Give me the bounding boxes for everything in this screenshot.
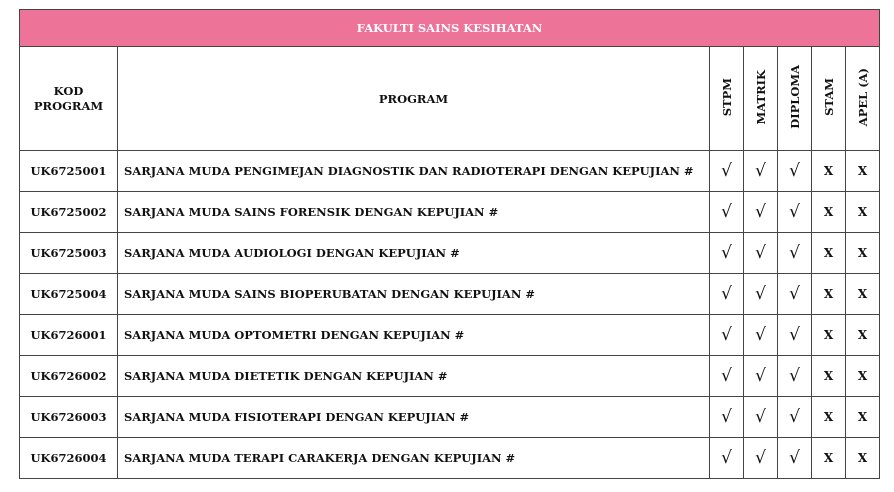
- diploma-cell: [778, 151, 812, 192]
- cross-mark: X: [823, 287, 834, 301]
- stam-cell: [812, 315, 846, 356]
- matrik-cell: [744, 356, 778, 397]
- header-diploma: DIPLOMA: [787, 65, 802, 129]
- program-code: UK6725004: [20, 274, 118, 315]
- check-mark: √: [789, 325, 800, 345]
- check-mark: √: [789, 407, 800, 427]
- program-code: UK6726001: [20, 315, 118, 356]
- matrik-cell: [744, 315, 778, 356]
- program-code: UK6726003: [20, 397, 118, 438]
- stam-cell: [812, 233, 846, 274]
- program-name: SARJANA MUDA TERAPI CARAKERJA DENGAN KEPUJIAN #: [118, 438, 710, 479]
- stpm-cell: [710, 397, 744, 438]
- stpm-cell: [710, 274, 744, 315]
- diploma-cell: [778, 192, 812, 233]
- table-row: [20, 192, 880, 233]
- cross-mark: X: [823, 410, 834, 424]
- diploma-cell: [778, 315, 812, 356]
- stam-cell: [812, 438, 846, 479]
- check-mark: √: [789, 284, 800, 304]
- cross-mark: X: [823, 205, 834, 219]
- check-mark: √: [721, 161, 732, 181]
- cross-mark: X: [857, 164, 868, 178]
- matrik-cell: [744, 274, 778, 315]
- table-row: [20, 356, 880, 397]
- header-stam-cell: [812, 47, 846, 151]
- diploma-cell: [778, 233, 812, 274]
- program-name: SARJANA MUDA SAINS FORENSIK DENGAN KEPUJIAN #: [118, 192, 710, 233]
- header-apel-cell: [846, 47, 880, 151]
- stpm-cell: [710, 151, 744, 192]
- cross-mark: X: [823, 246, 834, 260]
- stam-cell: [812, 192, 846, 233]
- table-row: [20, 233, 880, 274]
- apel-cell: [846, 233, 880, 274]
- check-mark: √: [755, 448, 766, 468]
- check-mark: √: [789, 202, 800, 222]
- cross-mark: X: [823, 328, 834, 342]
- program-code: UK6725002: [20, 192, 118, 233]
- matrik-cell: [744, 151, 778, 192]
- header-matrik: MATRIK: [753, 69, 768, 125]
- cross-mark: X: [857, 451, 868, 465]
- stpm-cell: [710, 315, 744, 356]
- diploma-cell: [778, 438, 812, 479]
- header-stpm-cell: [710, 47, 744, 151]
- stpm-cell: [710, 356, 744, 397]
- check-mark: √: [755, 366, 766, 386]
- matrik-cell: [744, 233, 778, 274]
- check-mark: √: [721, 243, 732, 263]
- table-row: [20, 151, 880, 192]
- program-rows: [20, 151, 880, 479]
- header-program: PROGRAM: [118, 47, 710, 151]
- header-stpm: STPM: [719, 77, 734, 117]
- check-mark: √: [755, 407, 766, 427]
- header-apel: APEL (A): [855, 67, 870, 127]
- check-mark: √: [721, 407, 732, 427]
- header-stam: STAM: [821, 78, 836, 116]
- check-mark: √: [755, 325, 766, 345]
- program-name: SARJANA MUDA DIETETIK DENGAN KEPUJIAN #: [118, 356, 710, 397]
- program-code: UK6726004: [20, 438, 118, 479]
- program-code: UK6726002: [20, 356, 118, 397]
- program-name: SARJANA MUDA OPTOMETRI DENGAN KEPUJIAN #: [118, 315, 710, 356]
- cross-mark: X: [857, 410, 868, 424]
- apel-cell: [846, 151, 880, 192]
- check-mark: √: [721, 284, 732, 304]
- header-diploma-cell: [778, 47, 812, 151]
- header-matrik-cell: [744, 47, 778, 151]
- check-mark: √: [755, 243, 766, 263]
- program-name: SARJANA MUDA PENGIMEJAN DIAGNOSTIK DAN RADIOTERAPI DENGAN KEPUJIAN #: [118, 151, 710, 192]
- program-name: SARJANA MUDA SAINS BIOPERUBATAN DENGAN KEPUJIAN #: [118, 274, 710, 315]
- header-code: KOD PROGRAM: [20, 47, 118, 151]
- cross-mark: X: [857, 328, 868, 342]
- stam-cell: [812, 356, 846, 397]
- apel-cell: [846, 192, 880, 233]
- check-mark: √: [755, 161, 766, 181]
- cross-mark: X: [823, 164, 834, 178]
- check-mark: √: [789, 161, 800, 181]
- cross-mark: X: [857, 287, 868, 301]
- check-mark: √: [721, 202, 732, 222]
- check-mark: √: [755, 284, 766, 304]
- stam-cell: [812, 151, 846, 192]
- program-name: SARJANA MUDA AUDIOLOGI DENGAN KEPUJIAN #: [118, 233, 710, 274]
- faculty-title-row: [20, 10, 880, 47]
- diploma-cell: [778, 274, 812, 315]
- cross-mark: X: [823, 369, 834, 383]
- check-mark: √: [721, 366, 732, 386]
- diploma-cell: [778, 356, 812, 397]
- table-row: [20, 397, 880, 438]
- cross-mark: X: [823, 451, 834, 465]
- faculty-programs-table: [19, 9, 880, 479]
- cross-mark: X: [857, 369, 868, 383]
- cross-mark: X: [857, 246, 868, 260]
- diploma-cell: [778, 397, 812, 438]
- apel-cell: [846, 397, 880, 438]
- faculty-title: FAKULTI SAINS KESIHATAN: [20, 10, 880, 47]
- program-code: UK6725003: [20, 233, 118, 274]
- stam-cell: [812, 274, 846, 315]
- stam-cell: [812, 397, 846, 438]
- program-code: UK6725001: [20, 151, 118, 192]
- check-mark: √: [721, 448, 732, 468]
- table-row: [20, 438, 880, 479]
- stpm-cell: [710, 192, 744, 233]
- check-mark: √: [789, 243, 800, 263]
- check-mark: √: [789, 366, 800, 386]
- check-mark: √: [789, 448, 800, 468]
- cross-mark: X: [857, 205, 868, 219]
- apel-cell: [846, 274, 880, 315]
- check-mark: √: [721, 325, 732, 345]
- check-mark: √: [755, 202, 766, 222]
- stpm-cell: [710, 438, 744, 479]
- apel-cell: [846, 438, 880, 479]
- matrik-cell: [744, 438, 778, 479]
- matrik-cell: [744, 192, 778, 233]
- matrik-cell: [744, 397, 778, 438]
- apel-cell: [846, 356, 880, 397]
- program-name: SARJANA MUDA FISIOTERAPI DENGAN KEPUJIAN #: [118, 397, 710, 438]
- table-row: [20, 274, 880, 315]
- apel-cell: [846, 315, 880, 356]
- stpm-cell: [710, 233, 744, 274]
- table-row: [20, 315, 880, 356]
- column-header-row: [20, 47, 880, 151]
